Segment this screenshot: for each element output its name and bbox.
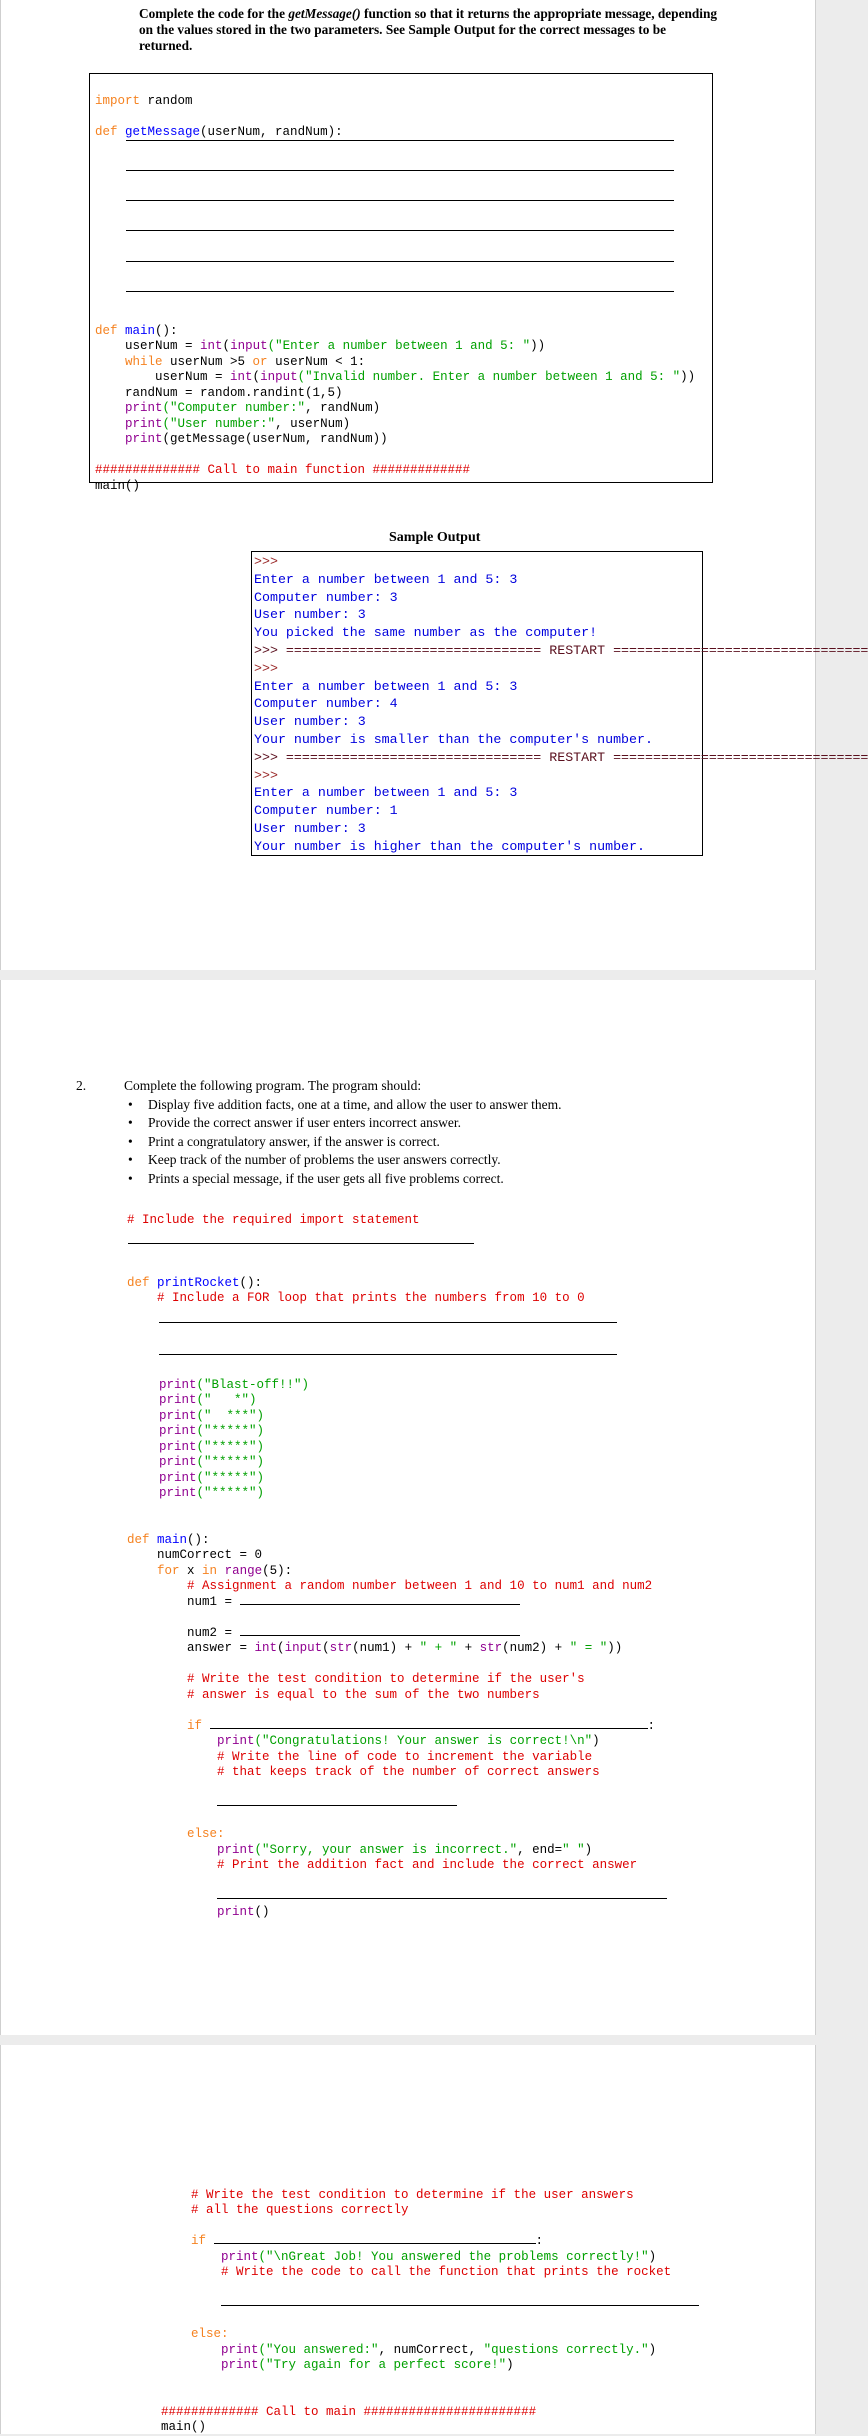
sample-output-line: >>> — [254, 554, 278, 569]
sample-output-line: User number: 3 — [254, 820, 366, 836]
requirement-item: • Display five addition facts, one at a time, and allow the user to answer them. — [124, 1096, 764, 1115]
question-number: 2. — [76, 1078, 87, 1093]
requirement-item: • Print a congratulatory answer, if the answer is correct. — [124, 1133, 764, 1152]
sample-output-line: >>> — [254, 767, 278, 783]
requirements-list — [124, 1096, 764, 1189]
requirement-item: • Provide the correct answer if user enters incorrect answer. — [124, 1114, 764, 1133]
code-box — [89, 73, 713, 493]
instructions: Complete the code for the getMessage() function so that it returns the appropriate message, depending on the values stored in the two parameters. See Sample Output for the correct messages to be returned. — [139, 6, 718, 53]
sample-output-line: You picked the same number as the computer! — [254, 625, 598, 641]
print-rocket-code: def printRocket(): # Include a FOR loop that prints the numbers from 10 to 0 — [127, 1275, 585, 1305]
sample-output-line: User number: 3 — [254, 607, 366, 623]
requirement-item: • Prints a special message, if the user gets all five problems correct. — [124, 1170, 764, 1189]
sample-output-line: Enter a number between 1 and 5: 3 — [254, 571, 518, 587]
sample-output-line: Enter a number between 1 and 5: 3 — [254, 678, 518, 694]
num1-answer-blank[interactable] — [240, 1604, 520, 1605]
main-function-code: def main(): userNum = int(input("Enter a number between 1 and 5: ")) while userNum >5 or userNum < 1: userNum = int(input("Invalid number. Enter a number between 1 and 5: ")) randNum = random.randint(1,5) print("Computer number:", randNum) print("User number:", userNum) print(getMessage(userNum, randNum)) ############## Call to main function ############# main() — [95, 323, 696, 493]
sample-output-line: Your number is higher than the computer's number. — [254, 838, 645, 854]
rocket-call-blank[interactable] — [221, 2305, 699, 2306]
answer-line[interactable] — [126, 261, 674, 262]
sample-output-line: Your number is smaller than the computer's number. — [254, 731, 653, 747]
answer-line[interactable] — [126, 230, 674, 231]
answer-line[interactable] — [126, 200, 674, 201]
sample-output-line: Enter a number between 1 and 5: 3 — [254, 785, 518, 801]
sample-output-line: User number: 3 — [254, 714, 366, 730]
question-instructions — [124, 1077, 764, 1188]
answer-line[interactable] — [126, 140, 674, 141]
sample-output-line: Computer number: 3 — [254, 589, 398, 605]
final-check-code: # Write the test condition to determine if the user answers # all the questions correctly if : print("\nGreat Job! You answered the problems correctly!") # Write the code to call the function that prints the rocket else: print("You answered:", numCorrect, "questions correctly.") print("Try again for a perfect score!") ############# Call to main ####################### main() — [131, 2172, 699, 2436]
code-header: import random def getMessage(userNum, randNum): — [95, 93, 343, 139]
if-condition-blank[interactable] — [210, 1728, 648, 1729]
sample-output-lines — [252, 552, 868, 856]
if-condition-blank[interactable] — [214, 2243, 536, 2244]
fact-answer-blank[interactable] — [217, 1898, 667, 1899]
answer-line[interactable] — [159, 1322, 617, 1323]
page-1 — [0, 0, 868, 970]
answer-line[interactable] — [126, 291, 674, 292]
answer-line[interactable] — [128, 1243, 474, 1244]
sample-output-box — [251, 551, 868, 856]
rocket-prints: print("Blast-off!!") print(" *") print(" ***") print("*****") print("*****") print("*****") print("*****") print("*****") — [159, 1377, 310, 1500]
main-function-code: def main(): numCorrect = 0 for x in range(5): # Assignment a random number between 1 and 10 to num1 and num2 num1 = num2 = answer = int(input(str(num1) + " + " + str(num2) + " = ")) # Write the test condition to determine if the user's # answer is equal to the sum of the two numbers if : print("Congratulations! Your answer is correct!\n") # Write the line of code to increment the variable # that keeps track of the number of correct answers else: print("Sorry, your answer is incorrect.", end=" ") # Print the addition fact and include the correct answer print() — [127, 1517, 667, 1920]
question-intro: Complete the following program. The program should: — [124, 1078, 422, 1093]
function-name: getMessage() — [288, 6, 361, 21]
num2-answer-blank[interactable] — [240, 1635, 520, 1636]
answer-line[interactable] — [126, 170, 674, 171]
sample-output-line: Computer number: 1 — [254, 803, 398, 819]
sample-output-line: >>> ================================ RESTART ================================ — [254, 749, 868, 765]
sample-output-line: >>> ================================ RESTART ================================ — [254, 642, 868, 658]
page-3 — [0, 2045, 816, 2434]
sample-output-line: Computer number: 4 — [254, 696, 398, 712]
sample-output-title: Sample Output — [389, 530, 481, 545]
increment-answer-blank[interactable] — [217, 1805, 457, 1806]
answer-line[interactable] — [159, 1354, 617, 1355]
import-comment: # Include the required import statement — [127, 1213, 420, 1227]
page-2 — [0, 980, 816, 2035]
requirement-item: • Keep track of the number of problems the user answers correctly. — [124, 1151, 764, 1170]
sample-output-line: >>> — [254, 660, 278, 676]
